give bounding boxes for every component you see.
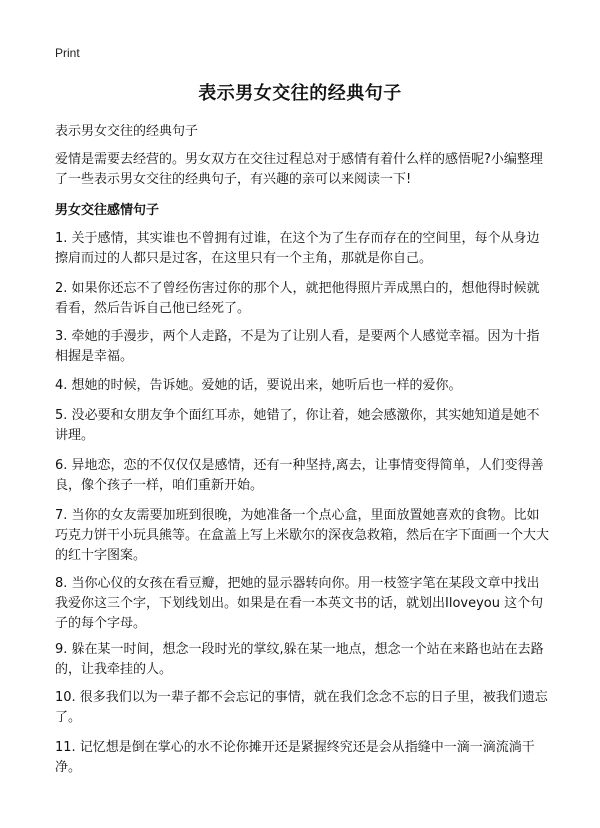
list-item: 5. 没必要和女朋友争个面红耳赤，她错了，你让着，她会感激你，其实她知道是她不讲理。 — [55, 408, 540, 443]
list-item: 8. 当你心仪的女孩在看豆瓣，把她的显示器转向你。用一枝签字笔在某段文章中找出我爱你这三个字，下划线划出。如果是在看一本英文书的话，就划出Iloveyou 这个句子的每个字母。 — [55, 576, 544, 631]
list-item: 10. 很多我们以为一辈子都不会忘记的事情，就在我们念念不忘的日子里，被我们遗忘了。 — [55, 690, 548, 725]
list-item: 4. 想她的时候，告诉她。爱她的话，要说出来，她听后也一样的爱你。 — [55, 378, 462, 393]
print-link[interactable]: Print — [55, 46, 80, 60]
intro-paragraph: 爱情是需要去经营的。男女双方在交往过程总对于感情有着什么样的感悟呢?小编整理了一些表示男女交往的经典句子，有兴趣的亲可以来阅读一下! — [55, 152, 543, 187]
list-item: 6. 异地恋，恋的不仅仅仅是感情，还有一种坚持,离去，让事情变得简单，人们变得善良，像个孩子一样，咱们重新开始。 — [55, 458, 544, 493]
list-item: 2. 如果你还忘不了曾经伤害过你的那个人，就把他得照片弄成黑白的，想他得时候就看看，然后告诉自己他已经死了。 — [55, 281, 540, 316]
document-subtitle: 表示男女交往的经典句子 — [55, 124, 199, 139]
page-title: 表示男女交往的经典句子 — [198, 83, 402, 104]
list-item: 7. 当你的女友需要加班到很晚，为她准备一个点心盒，里面放置她喜欢的食物。比如巧克力饼干小玩具熊等。在盒盖上写上米歇尔的深夜急救箱，然后在字下面画一个大大的红十字图案。 — [55, 508, 550, 563]
section-heading: 男女交往感情句子 — [55, 203, 160, 218]
list-item: 9. 躲在某一时间，想念一段时光的掌纹,躲在某一地点，想念一个站在来路也站在去路的，让我牵挂的人。 — [55, 642, 544, 677]
list-item: 1. 关于感情，其实谁也不曾拥有过谁，在这个为了生存而存在的空间里，每个从身边擦肩而过的人都只是过客，在这里只有一个主角，那就是你自己。 — [55, 231, 540, 266]
list-item: 3. 牵她的手漫步，两个人走路，不是为了让别人看，是要两个人感觉幸福。因为十指相握是幸福。 — [55, 329, 540, 364]
list-item: 11. 记忆想是倒在掌心的水不论你摊开还是紧握终究还是会从指缝中一滴一滴流淌干净。 — [55, 740, 535, 775]
